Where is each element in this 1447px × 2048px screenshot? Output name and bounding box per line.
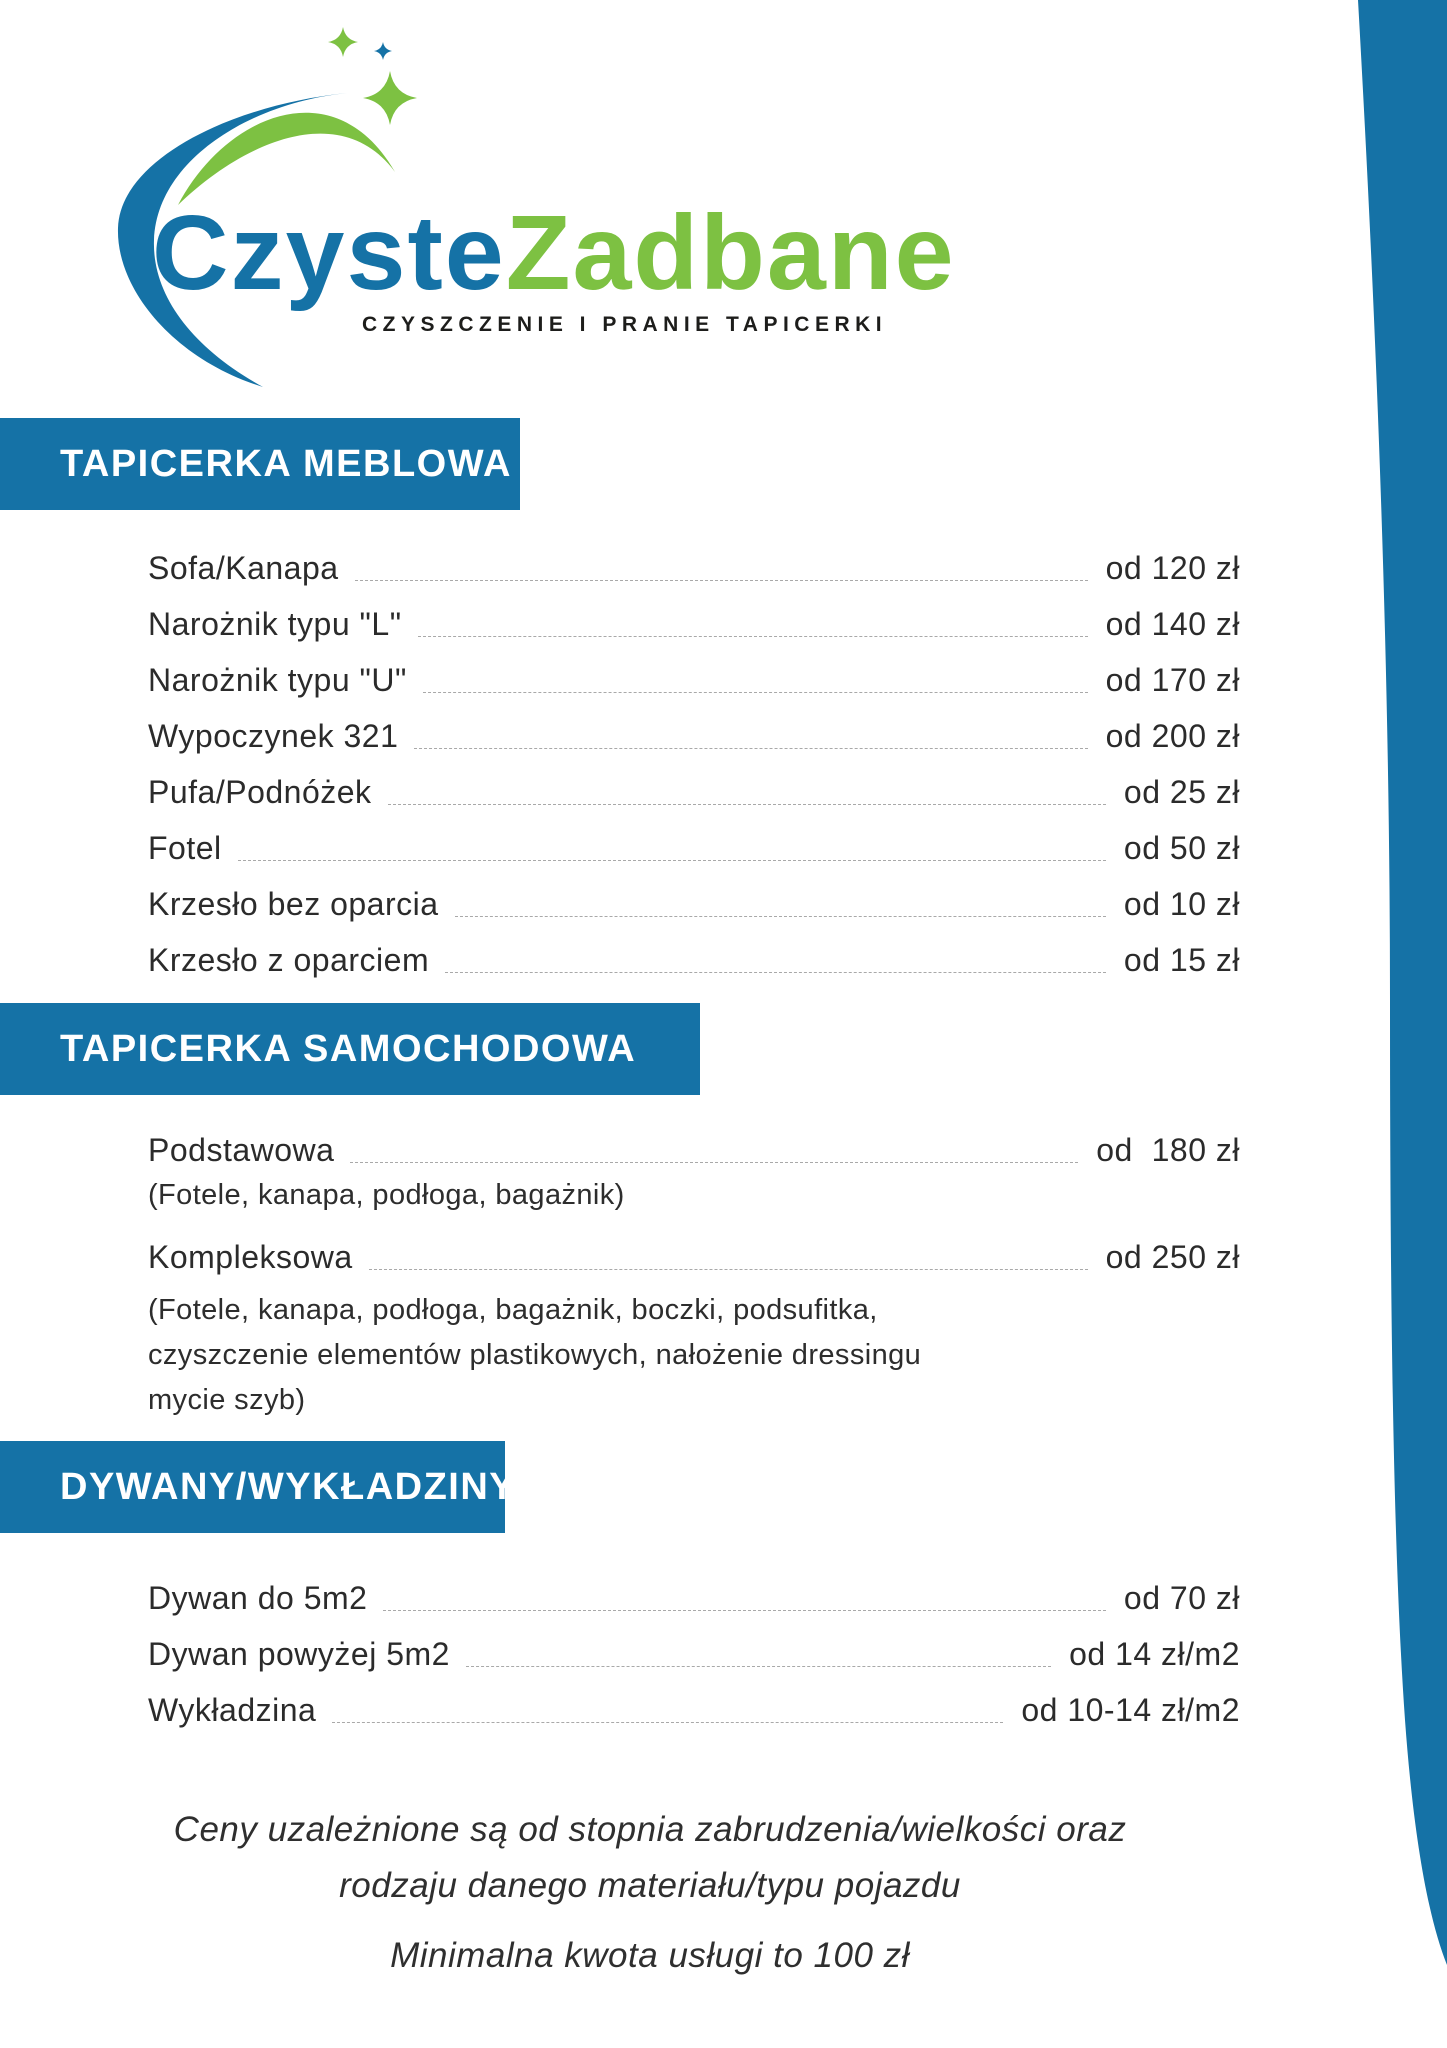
service-label: Podstawowa: [148, 1131, 335, 1168]
service-price: od 180 zł: [1096, 1131, 1240, 1168]
service-price: od 14 zł/m2: [1069, 1635, 1240, 1672]
price-list-carpets: [148, 1570, 1240, 1738]
dotted-leader: [455, 916, 1106, 917]
dotted-leader: [350, 1162, 1078, 1163]
dotted-leader: [238, 860, 1106, 861]
green-swoosh-icon: [178, 113, 395, 205]
service-label: Fotel: [148, 829, 222, 866]
service-label: Dywan powyżej 5m2: [148, 1635, 450, 1672]
service-label: Kompleksowa: [148, 1238, 353, 1275]
dotted-leader: [418, 636, 1088, 637]
service-label: Sofa/Kanapa: [148, 549, 339, 586]
sparkle-icon: [328, 27, 358, 57]
service-price: od 10-14 zł/m2: [1021, 1691, 1240, 1728]
right-edge-swoosh-decoration: [1317, 0, 1447, 2048]
minimum-price-note: Minimalna kwota usługi to 100 zł: [390, 1936, 910, 1975]
brand-part-zadbane: Zadbane: [505, 194, 956, 312]
service-note: [148, 1180, 1248, 1210]
dotted-leader: [466, 1666, 1051, 1667]
dotted-leader: [414, 748, 1087, 749]
service-price: od 140 zł: [1105, 605, 1240, 642]
price-row: [148, 1570, 1240, 1626]
dotted-leader: [369, 1269, 1088, 1270]
service-note-line: (Fotele, kanapa, podłoga, bagażnik): [148, 1179, 625, 1211]
service-note: [148, 1288, 1248, 1423]
service-label: Pufa/Podnóżek: [148, 773, 372, 810]
service-note-line: mycie szyb): [148, 1384, 306, 1416]
service-price: od 50 zł: [1123, 829, 1240, 866]
section-header-tapicerka-meblowa: TAPICERKA MEBLOWA: [0, 418, 520, 510]
service-price: od 250 zł: [1105, 1238, 1240, 1275]
price-row: [148, 820, 1240, 876]
service-label: Krzesło bez oparcia: [148, 885, 439, 922]
price-row: [148, 540, 1240, 596]
dotted-leader: [332, 1722, 1003, 1723]
dotted-leader: [388, 804, 1106, 805]
service-price: od 25 zł: [1123, 773, 1240, 810]
price-row: [148, 1626, 1240, 1682]
section-header-dywany-wykladziny: DYWANY/WYKŁADZINY: [0, 1441, 505, 1533]
service-price: od 120 zł: [1105, 549, 1240, 586]
sparkle-icon: [363, 71, 417, 125]
service-price: od 200 zł: [1105, 717, 1240, 754]
price-row: [148, 596, 1240, 652]
pricing-disclaimer: [35, 1802, 1265, 1914]
service-label: Dywan do 5m2: [148, 1579, 368, 1616]
service-label: Wykładzina: [148, 1691, 317, 1728]
price-list-furniture: [148, 540, 1240, 988]
dotted-leader: [445, 972, 1106, 973]
price-row: [148, 764, 1240, 820]
service-note-line: czyszczenie elementów plastikowych, nałożenie dressingu: [148, 1339, 922, 1371]
service-price: od 170 zł: [1105, 661, 1240, 698]
price-row: [148, 1122, 1240, 1178]
service-note-line: (Fotele, kanapa, podłoga, bagażnik, boczki, podsufitka,: [148, 1294, 878, 1326]
service-label: Krzesło z oparciem: [148, 941, 430, 978]
section-header-tapicerka-samochodowa: TAPICERKA SAMOCHODOWA: [0, 1003, 700, 1095]
service-label: Narożnik typu "U": [148, 661, 407, 698]
dotted-leader: [383, 1610, 1105, 1611]
dotted-leader: [355, 580, 1088, 581]
price-row: [148, 708, 1240, 764]
pricing-disclaimer-line: rodzaju danego materiału/typu pojazdu: [339, 1866, 961, 1905]
price-row: [148, 652, 1240, 708]
price-row: [148, 932, 1240, 988]
service-price: od 10 zł: [1123, 885, 1240, 922]
price-row: [148, 1682, 1240, 1738]
service-price: od 70 zł: [1123, 1579, 1240, 1616]
service-label: Narożnik typu "L": [148, 605, 402, 642]
logo-tagline: CZYSZCZENIE I PRANIE TAPICERKI: [362, 313, 888, 336]
service-price: od 15 zł: [1123, 941, 1240, 978]
brand-name: [152, 194, 956, 312]
price-row: [148, 876, 1240, 932]
price-row: [148, 1229, 1240, 1285]
pricing-disclaimer-line: Ceny uzależnione są od stopnia zabrudzenia/wielkości oraz: [173, 1810, 1127, 1849]
sparkle-icon: [374, 42, 392, 60]
dotted-leader: [423, 692, 1088, 693]
service-label: Wypoczynek 321: [148, 717, 399, 754]
brand-part-czyste: Czyste: [152, 194, 506, 312]
